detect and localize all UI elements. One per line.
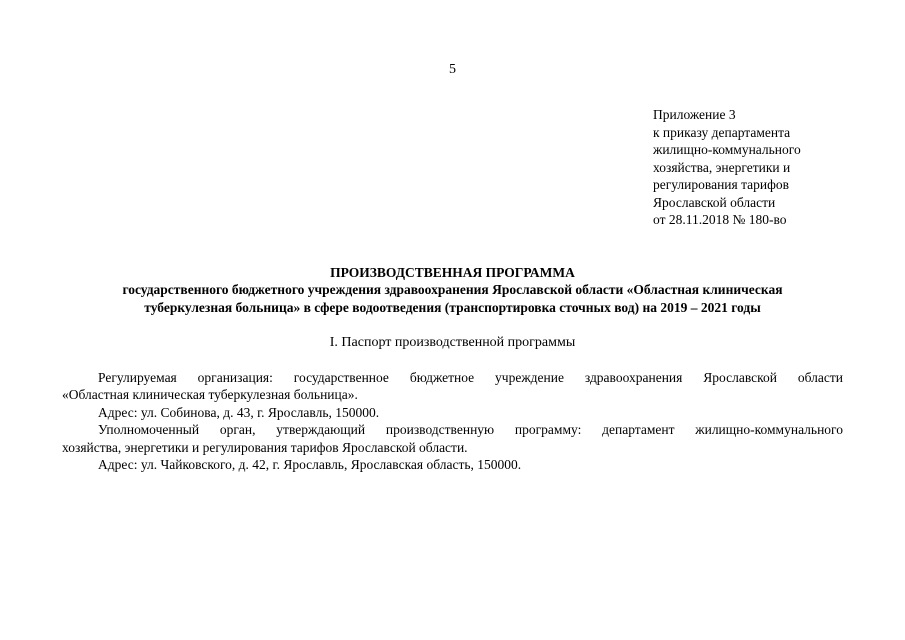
document-subtitle-line: государственного бюджетного учреждения здравоохранения Ярославской области «Областная клиническая (122, 282, 783, 297)
document-title: ПРОИЗВОДСТВЕННАЯ ПРОГРАММА (330, 265, 575, 280)
document-title-block (60, 264, 845, 316)
document-subtitle-line: туберкулезная больница» в сфере водоотведения (транспортировка сточных вод) на 2019 – 2021 годы (144, 299, 761, 315)
regulated-organization-address: Адрес: ул. Собинова, д. 43, г. Ярославль, 150000. (98, 404, 380, 420)
appendix-line: хозяйства, энергетики и (653, 159, 791, 175)
appendix-line: регулирования тарифов (653, 177, 790, 192)
authority-line: хозяйства, энергетики и регулирования тарифов Ярославской области. (62, 439, 468, 455)
regulated-organization-line: «Областная клиническая туберкулезная больница». (62, 387, 358, 403)
regulated-organization-line: Регулируемая организация: государственное бюджетное учреждение здравоохранения Ярославской области (98, 370, 843, 385)
authority-line: Уполномоченный орган, утверждающий производственную программу: департамент жилищно-коммунального (98, 422, 843, 438)
appendix-block (653, 106, 893, 229)
appendix-line: жилищно-коммунального (653, 142, 801, 157)
appendix-line: от 28.11.2018 № 180-во (653, 212, 787, 227)
page-number: 5 (449, 62, 456, 77)
appendix-line: к приказу департамента (653, 124, 791, 140)
appendix-line: Приложение 3 (653, 107, 736, 122)
appendix-line: Ярославской области (653, 194, 776, 210)
authority-address: Адрес: ул. Чайковского, д. 42, г. Ярославль, Ярославская область, 150000. (98, 457, 522, 473)
section-heading: I. Паспорт производственной программы (329, 335, 576, 350)
passport-body (62, 369, 843, 473)
